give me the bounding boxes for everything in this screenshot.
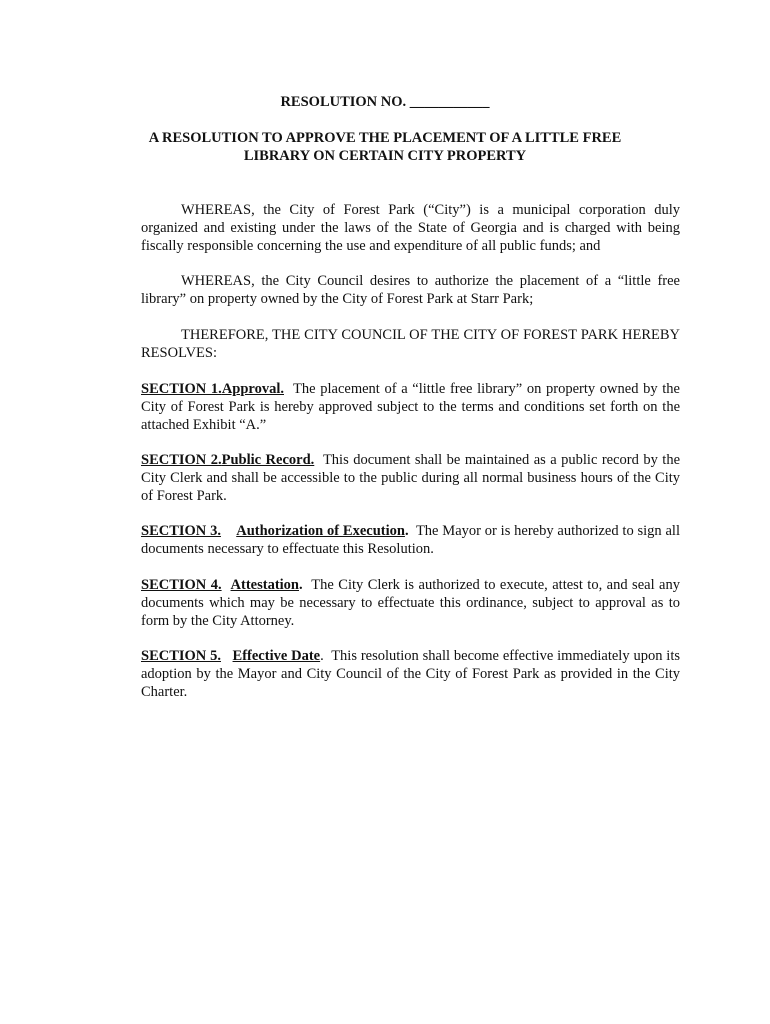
section-2-label: SECTION 2. xyxy=(141,452,222,468)
section-2-paragraph xyxy=(141,451,680,505)
whereas-paragraph-1: WHEREAS, the City of Forest Park (“City”) is a municipal corporation duly organized and existing under the laws of the State of Georgia and is charged with being fiscally responsible concerning the use and expenditure of all public funds; and xyxy=(141,202,680,254)
section-4-text: The City Clerk is authorized to execute, attest to, and seal any documents which may be necessary to effectuate this ordinance, subject to approval as to form by the City Attorney. xyxy=(141,577,680,629)
resolution-heading xyxy=(120,129,650,165)
section-2-title: Public Record. xyxy=(221,452,315,468)
section-5-text: This resolution shall become effective immediately upon its adoption by the Mayor and City Council of the City of Forest Park as provided in the City Charter. xyxy=(141,648,680,700)
section-5-paragraph xyxy=(141,647,680,701)
section-1-title: Approval. xyxy=(221,381,284,397)
section-4-title-suffix: . xyxy=(299,577,303,593)
section-5-title-suffix: . xyxy=(320,648,324,664)
therefore-paragraph: THEREFORE, THE CITY COUNCIL OF THE CITY OF FOREST PARK HEREBY RESOLVES: xyxy=(141,327,680,361)
section-3-title: Authorization of Execution xyxy=(236,523,405,539)
section-2-text: This document shall be maintained as a public record by the City Clerk and shall be accessible to the public during all normal business hours of the City of Forest Park. xyxy=(141,452,681,504)
section-1-label: SECTION 1. xyxy=(141,381,222,397)
section-1-text: The placement of a “little free library” on property owned by the City of Forest Park is hereby approved subject to the terms and conditions set forth on the attached Exhibit “A.” xyxy=(141,381,680,433)
resolution-heading-line-1: A RESOLUTION TO APPROVE THE PLACEMENT OF A LITTLE FREE xyxy=(148,130,622,146)
section-5-title: Effective Date xyxy=(232,648,321,664)
section-4-title: Attestation xyxy=(230,577,299,593)
section-3-title-suffix: . xyxy=(404,523,409,539)
section-5-label: SECTION 5. xyxy=(141,648,221,664)
section-4-paragraph xyxy=(141,576,680,630)
resolution-heading-line-2: LIBRARY ON CERTAIN CITY PROPERTY xyxy=(243,148,527,164)
whereas-paragraph-2: WHEREAS, the City Council desires to authorize the placement of a “little free library” on property owned by the City of Forest Park at Starr Park; xyxy=(141,273,680,307)
section-3-label: SECTION 3. xyxy=(141,523,221,539)
section-3-text: The Mayor or is hereby authorized to sign all documents necessary to effectuate this Resolution. xyxy=(141,523,680,557)
resolution-number-title: RESOLUTION NO. ___________ xyxy=(280,94,490,110)
section-3-paragraph xyxy=(141,522,680,558)
section-1-paragraph xyxy=(141,380,680,434)
section-4-label: SECTION 4. xyxy=(141,577,222,593)
